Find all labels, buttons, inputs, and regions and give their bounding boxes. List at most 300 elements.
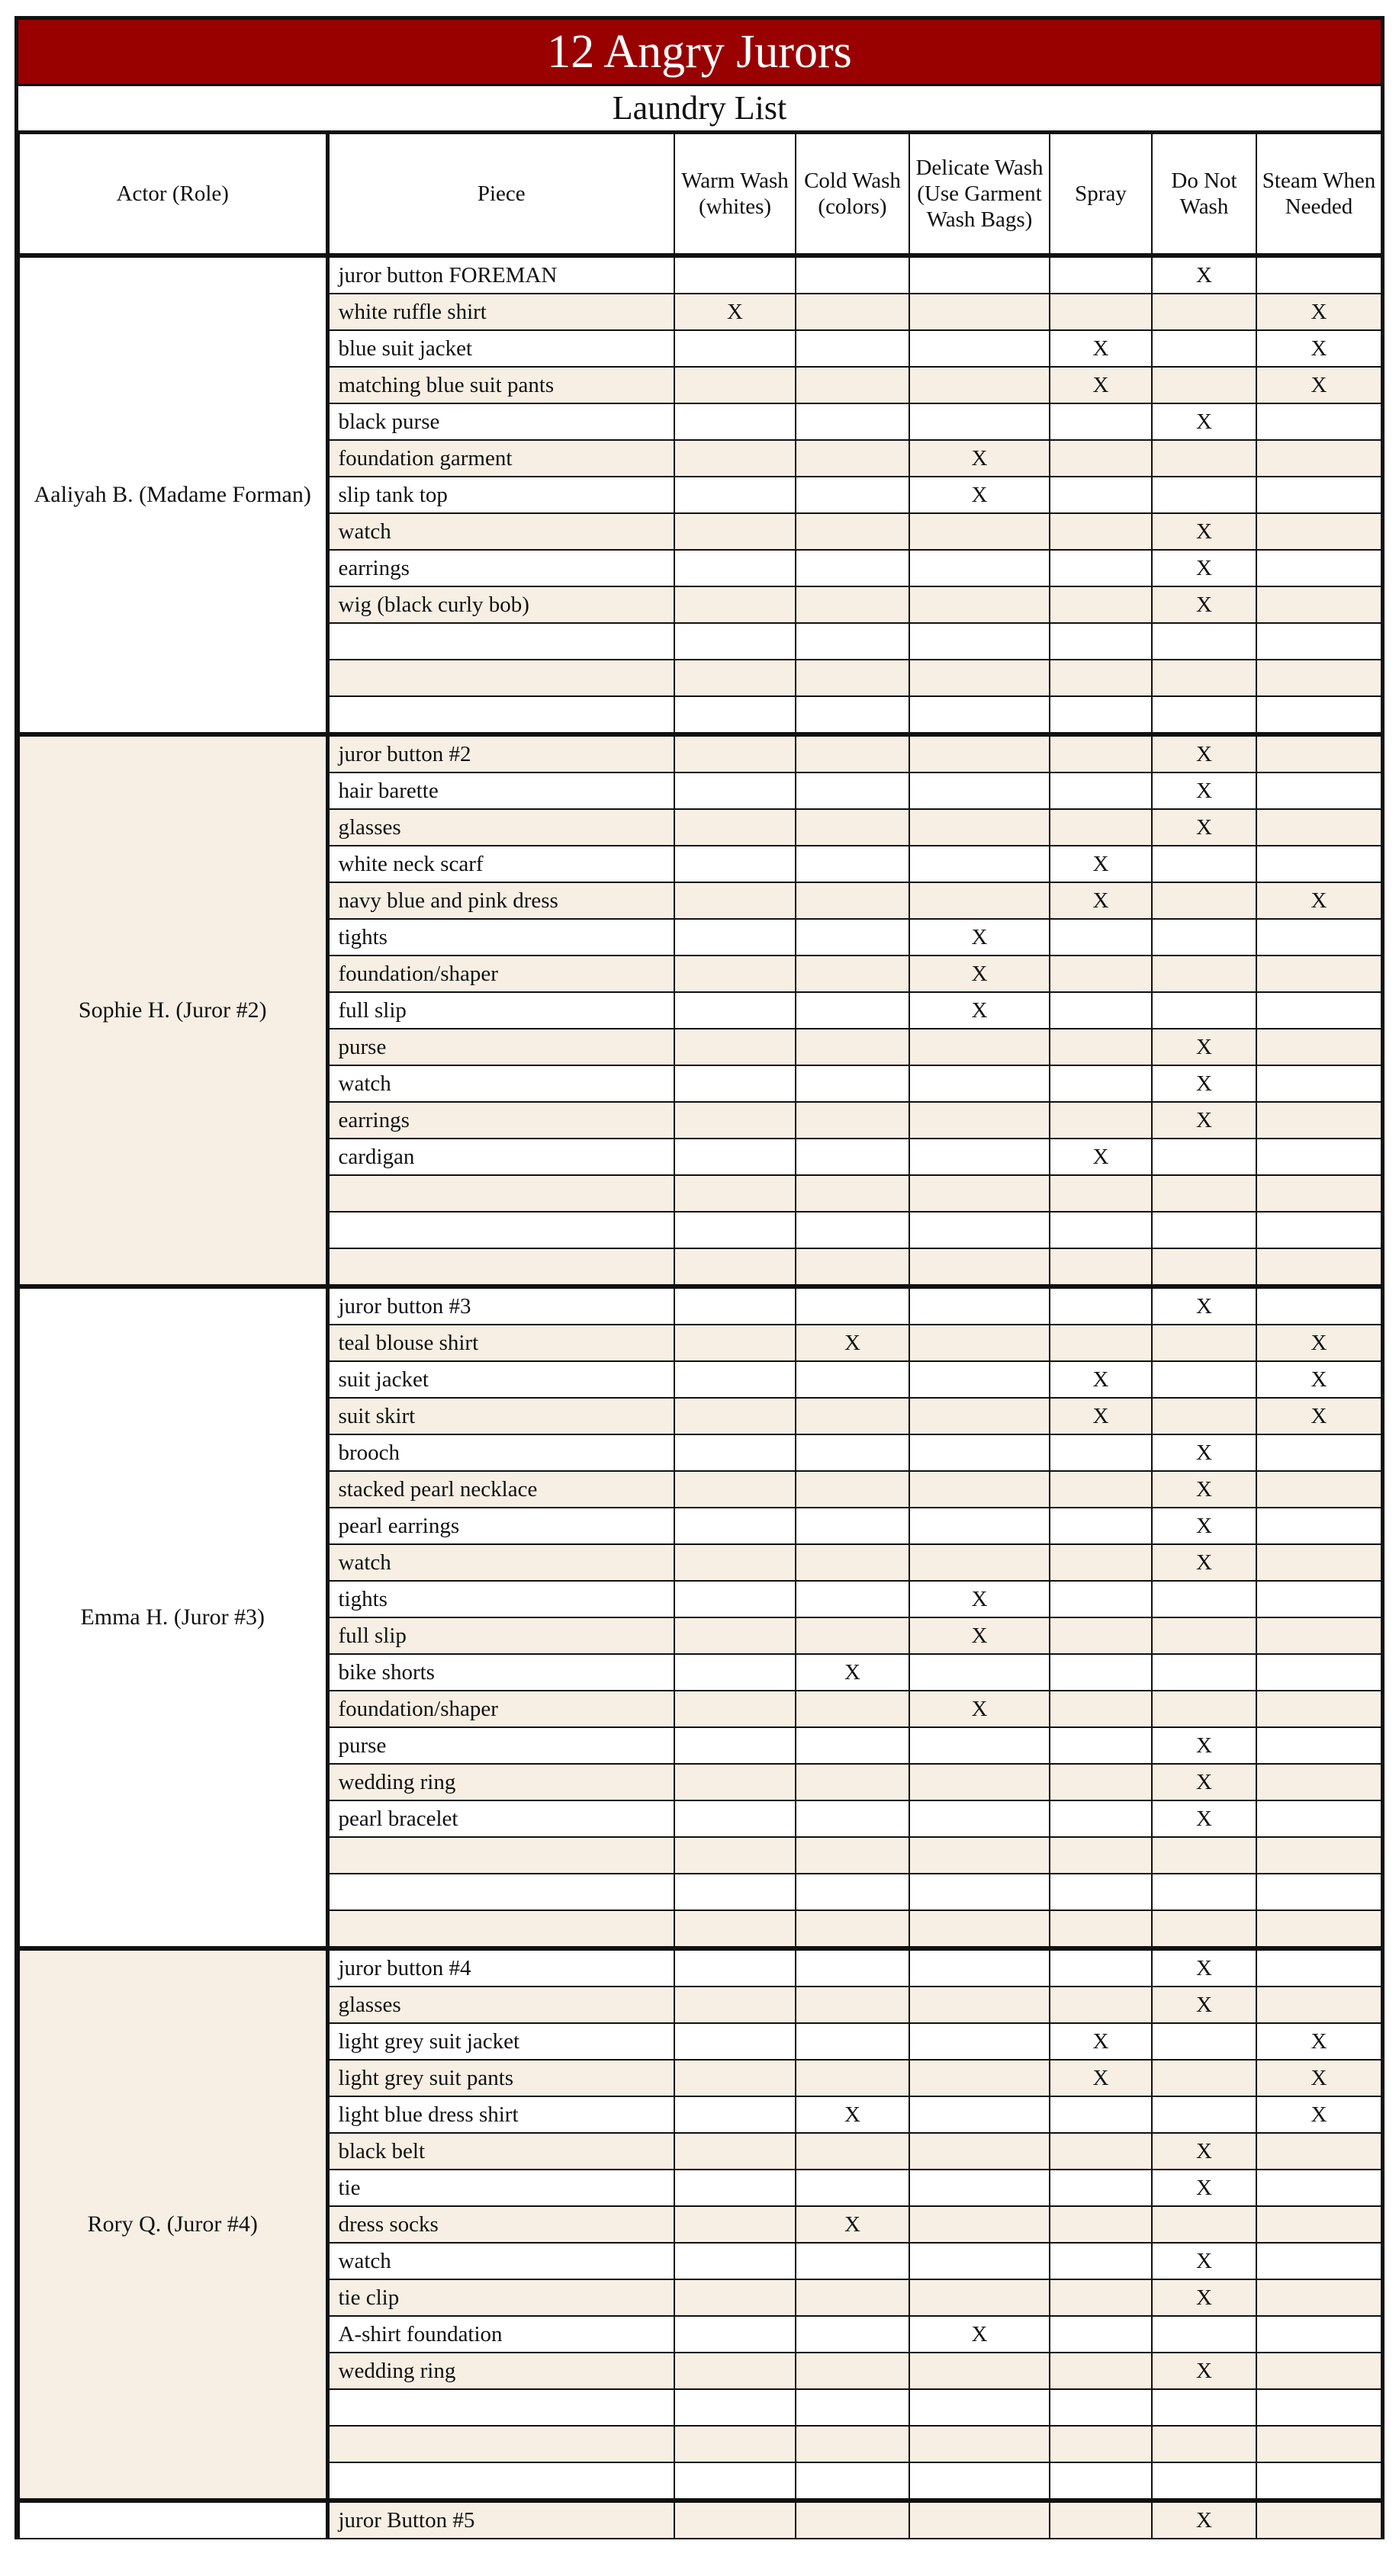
actor-cell: Emma H. (Juror #3): [19, 1286, 327, 1948]
spray-cell: [1050, 1065, 1152, 1102]
piece-cell: wedding ring: [327, 2353, 674, 2389]
piece-cell: black purse: [327, 403, 674, 440]
cold-wash-cell: [796, 809, 909, 846]
do-not-wash-cell: X: [1152, 772, 1256, 809]
delicate-wash-cell: [909, 2353, 1050, 2389]
do-not-wash-cell: X: [1152, 2353, 1256, 2389]
laundry-list-sheet: [14, 16, 1385, 2539]
piece-cell: glasses: [327, 1987, 674, 2023]
piece-cell: [327, 2426, 674, 2462]
delicate-wash-cell: [909, 1727, 1050, 1764]
do-not-wash-cell: X: [1152, 1065, 1256, 1102]
piece-cell: tights: [327, 919, 674, 956]
warm-wash-cell: [674, 2133, 796, 2170]
spray-cell: [1050, 255, 1152, 294]
delicate-wash-cell: [909, 1544, 1050, 1581]
steam-cell: X: [1256, 1361, 1381, 1398]
piece-cell: navy blue and pink dress: [327, 882, 674, 919]
piece-cell: juror button #4: [327, 1948, 674, 1987]
spray-cell: [1050, 2389, 1152, 2426]
steam-cell: [1256, 2501, 1381, 2539]
do-not-wash-cell: [1152, 1691, 1256, 1727]
spray-cell: [1050, 1029, 1152, 1065]
piece-cell: tie clip: [327, 2279, 674, 2316]
do-not-wash-cell: [1152, 2316, 1256, 2353]
steam-cell: X: [1256, 1325, 1381, 1361]
delicate-wash-cell: [909, 2279, 1050, 2316]
warm-wash-cell: [674, 2316, 796, 2353]
piece-cell: [327, 696, 674, 734]
cold-wash-cell: [796, 1987, 909, 2023]
warm-wash-cell: [674, 2353, 796, 2389]
warm-wash-cell: [674, 1434, 796, 1471]
cold-wash-cell: [796, 1727, 909, 1764]
steam-cell: [1256, 696, 1381, 734]
cold-wash-cell: [796, 330, 909, 367]
spray-cell: [1050, 2096, 1152, 2133]
steam-cell: [1256, 992, 1381, 1029]
do-not-wash-cell: [1152, 1581, 1256, 1617]
steam-cell: [1256, 1139, 1381, 1175]
steam-cell: [1256, 1581, 1381, 1617]
do-not-wash-cell: [1152, 660, 1256, 696]
cold-wash-cell: [796, 2243, 909, 2279]
delicate-wash-cell: [909, 846, 1050, 882]
do-not-wash-cell: [1152, 477, 1256, 513]
delicate-wash-cell: [909, 1910, 1050, 1948]
piece-cell: [327, 1248, 674, 1286]
warm-wash-cell: [674, 2060, 796, 2096]
do-not-wash-cell: X: [1152, 255, 1256, 294]
cold-wash-cell: [796, 1837, 909, 1874]
cold-wash-cell: [796, 623, 909, 660]
warm-wash-cell: [674, 1361, 796, 1398]
table-body: [19, 255, 1381, 2539]
warm-wash-cell: [674, 2243, 796, 2279]
steam-cell: [1256, 1508, 1381, 1544]
piece-cell: foundation/shaper: [327, 1691, 674, 1727]
warm-wash-cell: [674, 1029, 796, 1065]
cold-wash-cell: [796, 2462, 909, 2501]
piece-cell: purse: [327, 1727, 674, 1764]
piece-cell: stacked pearl necklace: [327, 1471, 674, 1508]
warm-wash-cell: [674, 1691, 796, 1727]
warm-wash-cell: [674, 440, 796, 477]
cold-wash-cell: [796, 367, 909, 403]
spray-cell: [1050, 956, 1152, 992]
steam-cell: [1256, 1434, 1381, 1471]
delicate-wash-cell: [909, 1508, 1050, 1544]
steam-cell: X: [1256, 294, 1381, 330]
piece-cell: tights: [327, 1581, 674, 1617]
do-not-wash-cell: X: [1152, 734, 1256, 772]
warm-wash-cell: [674, 1910, 796, 1948]
cold-wash-cell: [796, 513, 909, 550]
warm-wash-cell: [674, 255, 796, 294]
piece-cell: earrings: [327, 550, 674, 586]
steam-cell: [1256, 2426, 1381, 2462]
cold-wash-cell: [796, 1361, 909, 1398]
cold-wash-cell: [796, 696, 909, 734]
cold-wash-cell: [796, 1175, 909, 1212]
spray-cell: [1050, 1691, 1152, 1727]
cold-wash-cell: [796, 255, 909, 294]
do-not-wash-cell: X: [1152, 1508, 1256, 1544]
piece-cell: juror button FOREMAN: [327, 255, 674, 294]
spray-cell: [1050, 1544, 1152, 1581]
steam-cell: [1256, 1948, 1381, 1987]
do-not-wash-cell: X: [1152, 586, 1256, 623]
delicate-wash-cell: [909, 1065, 1050, 1102]
warm-wash-cell: [674, 734, 796, 772]
piece-cell: slip tank top: [327, 477, 674, 513]
do-not-wash-cell: X: [1152, 1948, 1256, 1987]
warm-wash-cell: [674, 956, 796, 992]
warm-wash-cell: [674, 1175, 796, 1212]
spray-cell: [1050, 1837, 1152, 1874]
do-not-wash-cell: X: [1152, 403, 1256, 440]
cold-wash-cell: [796, 1029, 909, 1065]
delicate-wash-cell: [909, 1029, 1050, 1065]
warm-wash-cell: [674, 1325, 796, 1361]
delicate-wash-cell: [909, 403, 1050, 440]
delicate-wash-cell: [909, 734, 1050, 772]
do-not-wash-cell: [1152, 992, 1256, 1029]
spray-cell: [1050, 1987, 1152, 2023]
spray-cell: [1050, 513, 1152, 550]
delicate-wash-cell: [909, 1248, 1050, 1286]
steam-cell: X: [1256, 2096, 1381, 2133]
do-not-wash-cell: [1152, 1398, 1256, 1434]
delicate-wash-cell: [909, 1800, 1050, 1837]
piece-cell: teal blouse shirt: [327, 1325, 674, 1361]
header-piece: Piece: [327, 133, 674, 255]
warm-wash-cell: [674, 1286, 796, 1325]
steam-cell: [1256, 1837, 1381, 1874]
piece-cell: hair barette: [327, 772, 674, 809]
cold-wash-cell: X: [796, 2096, 909, 2133]
cold-wash-cell: [796, 2316, 909, 2353]
cold-wash-cell: [796, 919, 909, 956]
piece-cell: cardigan: [327, 1139, 674, 1175]
steam-cell: [1256, 1248, 1381, 1286]
piece-cell: wig (black curly bob): [327, 586, 674, 623]
warm-wash-cell: [674, 1987, 796, 2023]
warm-wash-cell: [674, 1212, 796, 1248]
spray-cell: [1050, 660, 1152, 696]
piece-cell: full slip: [327, 1617, 674, 1654]
do-not-wash-cell: X: [1152, 2501, 1256, 2539]
delicate-wash-cell: [909, 586, 1050, 623]
delicate-wash-cell: [909, 1764, 1050, 1800]
delicate-wash-cell: [909, 2206, 1050, 2243]
do-not-wash-cell: [1152, 367, 1256, 403]
warm-wash-cell: [674, 1508, 796, 1544]
spray-cell: [1050, 734, 1152, 772]
delicate-wash-cell: [909, 1398, 1050, 1434]
cold-wash-cell: [796, 440, 909, 477]
spray-cell: [1050, 772, 1152, 809]
cold-wash-cell: [796, 1874, 909, 1910]
delicate-wash-cell: [909, 1987, 1050, 2023]
spray-cell: [1050, 2170, 1152, 2206]
cold-wash-cell: [796, 1544, 909, 1581]
spray-cell: X: [1050, 1398, 1152, 1434]
cold-wash-cell: [796, 2501, 909, 2539]
cold-wash-cell: [796, 1398, 909, 1434]
cold-wash-cell: X: [796, 2206, 909, 2243]
piece-cell: purse: [327, 1029, 674, 1065]
spray-cell: [1050, 1727, 1152, 1764]
steam-cell: [1256, 2133, 1381, 2170]
do-not-wash-cell: [1152, 623, 1256, 660]
warm-wash-cell: [674, 2170, 796, 2206]
piece-cell: [327, 2389, 674, 2426]
cold-wash-cell: [796, 1581, 909, 1617]
warm-wash-cell: [674, 919, 796, 956]
cold-wash-cell: [796, 586, 909, 623]
delicate-wash-cell: [909, 882, 1050, 919]
table-header: [19, 133, 1381, 255]
cold-wash-cell: [796, 1948, 909, 1987]
cold-wash-cell: [796, 2023, 909, 2060]
cold-wash-cell: [796, 1286, 909, 1325]
do-not-wash-cell: [1152, 294, 1256, 330]
header-do-not-wash: Do Not Wash: [1152, 133, 1256, 255]
do-not-wash-cell: X: [1152, 1286, 1256, 1325]
delicate-wash-cell: [909, 367, 1050, 403]
cold-wash-cell: [796, 1102, 909, 1139]
spray-cell: X: [1050, 1139, 1152, 1175]
actor-cell: Sophie H. (Juror #2): [19, 734, 327, 1286]
spray-cell: [1050, 1910, 1152, 1948]
do-not-wash-cell: X: [1152, 809, 1256, 846]
warm-wash-cell: [674, 367, 796, 403]
piece-cell: glasses: [327, 809, 674, 846]
do-not-wash-cell: [1152, 919, 1256, 956]
warm-wash-cell: [674, 846, 796, 882]
warm-wash-cell: X: [674, 294, 796, 330]
spray-cell: [1050, 1581, 1152, 1617]
spray-cell: [1050, 919, 1152, 956]
delicate-wash-cell: [909, 1874, 1050, 1910]
piece-cell: bike shorts: [327, 1654, 674, 1691]
steam-cell: [1256, 255, 1381, 294]
delicate-wash-cell: X: [909, 1617, 1050, 1654]
spray-cell: [1050, 809, 1152, 846]
piece-cell: watch: [327, 1544, 674, 1581]
steam-cell: [1256, 772, 1381, 809]
do-not-wash-cell: [1152, 1325, 1256, 1361]
cold-wash-cell: [796, 1764, 909, 1800]
steam-cell: [1256, 1065, 1381, 1102]
do-not-wash-cell: X: [1152, 1434, 1256, 1471]
cold-wash-cell: [796, 1691, 909, 1727]
spray-cell: [1050, 1248, 1152, 1286]
warm-wash-cell: [674, 2501, 796, 2539]
cold-wash-cell: [796, 772, 909, 809]
piece-cell: matching blue suit pants: [327, 367, 674, 403]
spray-cell: [1050, 696, 1152, 734]
cold-wash-cell: [796, 2060, 909, 2096]
warm-wash-cell: [674, 882, 796, 919]
cold-wash-cell: [796, 1139, 909, 1175]
piece-cell: [327, 1175, 674, 1212]
header-delicate-wash: Delicate Wash (Use Garment Wash Bags): [909, 133, 1050, 255]
piece-cell: brooch: [327, 1434, 674, 1471]
do-not-wash-cell: X: [1152, 1987, 1256, 2023]
delicate-wash-cell: [909, 1175, 1050, 1212]
cold-wash-cell: [796, 1800, 909, 1837]
do-not-wash-cell: [1152, 1910, 1256, 1948]
do-not-wash-cell: [1152, 330, 1256, 367]
warm-wash-cell: [674, 809, 796, 846]
spray-cell: [1050, 1508, 1152, 1544]
warm-wash-cell: [674, 1764, 796, 1800]
delicate-wash-cell: [909, 1471, 1050, 1508]
do-not-wash-cell: [1152, 2096, 1256, 2133]
steam-cell: [1256, 440, 1381, 477]
spray-cell: [1050, 1874, 1152, 1910]
steam-cell: [1256, 1175, 1381, 1212]
do-not-wash-cell: [1152, 2206, 1256, 2243]
piece-cell: wedding ring: [327, 1764, 674, 1800]
warm-wash-cell: [674, 1102, 796, 1139]
spray-cell: X: [1050, 846, 1152, 882]
delicate-wash-cell: X: [909, 2316, 1050, 2353]
steam-cell: [1256, 2279, 1381, 2316]
delicate-wash-cell: [909, 2243, 1050, 2279]
steam-cell: [1256, 1691, 1381, 1727]
spray-cell: [1050, 1212, 1152, 1248]
delicate-wash-cell: [909, 1286, 1050, 1325]
warm-wash-cell: [674, 1544, 796, 1581]
steam-cell: [1256, 2353, 1381, 2389]
steam-cell: [1256, 1029, 1381, 1065]
cold-wash-cell: [796, 660, 909, 696]
piece-cell: A-shirt foundation: [327, 2316, 674, 2353]
spray-cell: [1050, 1175, 1152, 1212]
steam-cell: [1256, 1987, 1381, 2023]
warm-wash-cell: [674, 330, 796, 367]
piece-cell: juror button #3: [327, 1286, 674, 1325]
warm-wash-cell: [674, 1948, 796, 1987]
piece-cell: dress socks: [327, 2206, 674, 2243]
do-not-wash-cell: X: [1152, 1764, 1256, 1800]
warm-wash-cell: [674, 623, 796, 660]
steam-cell: X: [1256, 1398, 1381, 1434]
delicate-wash-cell: [909, 2023, 1050, 2060]
table-row: [19, 2501, 1381, 2539]
spray-cell: [1050, 1325, 1152, 1361]
piece-cell: white ruffle shirt: [327, 294, 674, 330]
warm-wash-cell: [674, 1837, 796, 1874]
do-not-wash-cell: X: [1152, 513, 1256, 550]
piece-cell: watch: [327, 513, 674, 550]
actor-cell: Aaliyah B. (Madame Forman): [19, 255, 327, 734]
delicate-wash-cell: [909, 1325, 1050, 1361]
steam-cell: [1256, 1727, 1381, 1764]
cold-wash-cell: [796, 734, 909, 772]
warm-wash-cell: [674, 1581, 796, 1617]
cold-wash-cell: [796, 1065, 909, 1102]
cold-wash-cell: [796, 956, 909, 992]
steam-cell: [1256, 550, 1381, 586]
do-not-wash-cell: [1152, 1248, 1256, 1286]
spray-cell: [1050, 1434, 1152, 1471]
spray-cell: [1050, 2501, 1152, 2539]
delicate-wash-cell: [909, 2501, 1050, 2539]
piece-cell: white neck scarf: [327, 846, 674, 882]
delicate-wash-cell: [909, 1361, 1050, 1398]
delicate-wash-cell: [909, 623, 1050, 660]
spray-cell: [1050, 1617, 1152, 1654]
piece-cell: pearl bracelet: [327, 1800, 674, 1837]
steam-cell: [1256, 623, 1381, 660]
header-spray: Spray: [1050, 133, 1152, 255]
delicate-wash-cell: [909, 2096, 1050, 2133]
delicate-wash-cell: [909, 550, 1050, 586]
delicate-wash-cell: [909, 2170, 1050, 2206]
delicate-wash-cell: [909, 1948, 1050, 1987]
spray-cell: X: [1050, 367, 1152, 403]
steam-cell: [1256, 846, 1381, 882]
delicate-wash-cell: [909, 809, 1050, 846]
delicate-wash-cell: [909, 1139, 1050, 1175]
actor-cell: [19, 2501, 327, 2539]
steam-cell: [1256, 1212, 1381, 1248]
warm-wash-cell: [674, 1398, 796, 1434]
header-warm-wash: Warm Wash (whites): [674, 133, 796, 255]
spray-cell: [1050, 2462, 1152, 2501]
delicate-wash-cell: X: [909, 1581, 1050, 1617]
cold-wash-cell: [796, 2133, 909, 2170]
cold-wash-cell: [796, 1508, 909, 1544]
cold-wash-cell: [796, 882, 909, 919]
steam-cell: [1256, 586, 1381, 623]
cold-wash-cell: [796, 846, 909, 882]
piece-cell: foundation garment: [327, 440, 674, 477]
delicate-wash-cell: [909, 660, 1050, 696]
page-subtitle: Laundry List: [18, 86, 1381, 133]
cold-wash-cell: [796, 992, 909, 1029]
spray-cell: [1050, 294, 1152, 330]
piece-cell: light blue dress shirt: [327, 2096, 674, 2133]
steam-cell: [1256, 2170, 1381, 2206]
do-not-wash-cell: X: [1152, 2279, 1256, 2316]
delicate-wash-cell: X: [909, 1691, 1050, 1727]
piece-cell: suit skirt: [327, 1398, 674, 1434]
piece-cell: watch: [327, 1065, 674, 1102]
piece-cell: pearl earrings: [327, 1508, 674, 1544]
cold-wash-cell: [796, 550, 909, 586]
delicate-wash-cell: [909, 1837, 1050, 1874]
steam-cell: [1256, 477, 1381, 513]
page-title: 12 Angry Jurors: [18, 20, 1381, 86]
do-not-wash-cell: X: [1152, 1029, 1256, 1065]
warm-wash-cell: [674, 992, 796, 1029]
warm-wash-cell: [674, 1065, 796, 1102]
spray-cell: [1050, 1654, 1152, 1691]
delicate-wash-cell: [909, 696, 1050, 734]
cold-wash-cell: [796, 1910, 909, 1948]
do-not-wash-cell: [1152, 1175, 1256, 1212]
warm-wash-cell: [674, 403, 796, 440]
cold-wash-cell: [796, 1248, 909, 1286]
spray-cell: [1050, 2316, 1152, 2353]
delicate-wash-cell: [909, 1434, 1050, 1471]
header-steam: Steam When Needed: [1256, 133, 1381, 255]
